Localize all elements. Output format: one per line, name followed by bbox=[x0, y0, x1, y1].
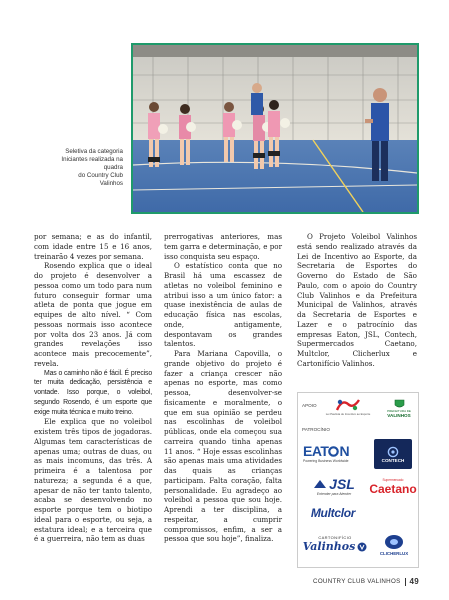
article-column-2 bbox=[164, 232, 282, 544]
apoio-label: APOIO bbox=[302, 403, 317, 408]
lei-incentivo-logo: Lei Paulista de Incentivo ao Esporte bbox=[325, 396, 371, 417]
photo-caption: Seletiva da categoria Iniciantes realizada na quadra do Country Club Valinhos bbox=[61, 148, 123, 187]
lei-incentivo-icon bbox=[334, 398, 362, 412]
contech-logo: CONTECH bbox=[374, 439, 412, 469]
caetano-logo: Supermercado Caetano bbox=[369, 478, 417, 496]
page-number: 49 bbox=[409, 577, 419, 586]
page-footer bbox=[313, 577, 419, 586]
cartonificio-valinhos-logo: CARTONIFÍCIO Valinhos bbox=[306, 525, 364, 563]
eaton-o-icon bbox=[328, 446, 339, 457]
patrocinio-label: PATROCÍNIO bbox=[302, 427, 330, 432]
jsl-wing-icon bbox=[313, 478, 327, 490]
paragraph: Mas o caminho não é fácil. É preciso ter muita dedicação, persistência e vontade. Isso porque, o voleibol, segundo Rosendo, é um esporte que exige muita técnica e muito treino. bbox=[34, 369, 152, 416]
paragraph: O estatístico conta que no Brasil há uma escassez de atletas no voleibol feminino e atribui isso a um único fator: a quase inexistência de aulas de educação física nas escolas, onde, antigamente, despontavam os grandes talentos. bbox=[164, 261, 282, 349]
eaton-logo: EAT N Powering Business Worldwide bbox=[303, 443, 350, 463]
footer-divider bbox=[405, 578, 406, 586]
volleyball-photo bbox=[131, 43, 419, 214]
crest-icon bbox=[394, 399, 405, 409]
paragraph: Ele explica que no voleibol existem três tipos de jogadoras. Algumas tem características de apenas uma; outras de duas, ou as mais incomuns, das três. A primeira é a talentosa por natureza; a segunda é a que, apesar de não ter tanto talento, acaba se desenvolvendo no esporte porque tem o biotipo ideal para o esporte, ou seja, a estatura ideal; e a terceira que é a guerreira, não tem as duas bbox=[34, 417, 152, 544]
paragraph: O Projeto Voleibol Valinhos está sendo realizado através da Lei de Incentivo ao Esporte, da Secretaria de Esportes do Governo do Estado de São Paulo, com o apoio do Country Club Valinhos e da Prefeitura Municipal de Valinhos, através da Secretaria de Esportes e Lazer e o patrocínio das empresas Eaton, JSL, Contech, Supermercados Caetano, Multclor, Clicherlux e Cartonifício Valinhos. bbox=[297, 232, 417, 368]
paragraph: por semana; e as do infantil, com idade entre 15 e 16 anos, treinarão 4 vezes por semana. bbox=[34, 232, 152, 261]
article-column-3 bbox=[297, 232, 417, 369]
gym-scene-illustration bbox=[133, 45, 417, 212]
clicherlux-mark-icon bbox=[383, 533, 405, 551]
paragraph: prerrogativas anteriores, mas tem garra e determinação, e por isso conquista seu espaço. bbox=[164, 232, 282, 261]
prefeitura-valinhos-logo: PREFEITURA DE VALINHOS bbox=[382, 397, 416, 419]
clicherlux-logo: CLICHERLUX bbox=[374, 525, 414, 563]
article-column-1 bbox=[34, 232, 152, 544]
paragraph: Para Mariana Capovilla, o grande objetivo do projeto é fazer a criança crescer não apenas no esporte, mas como pessoa, desenvolver-se fisicamente e moralmente, o que em sua opinião se perdeu nas escolinhas de voleibol públicas, onde ela começou sua carreira quando tinha apenas 11 anos. “ Hoje essas escolinhas são apenas mais uma atividades das quais as crianças participam. Falta coração, falta personalidade. Eu agradeço ao voleibol a pessoa que sou hoje. Aprendi a ter disciplina, a respeitar, a cumprir compromissos, enfim, a ser a pessoa que sou hoje”, finaliza. bbox=[164, 349, 282, 544]
multclor-logo: Multclor bbox=[310, 506, 356, 520]
contech-mark-icon bbox=[386, 446, 400, 458]
magazine-name: COUNTRY CLUB VALINHOS bbox=[313, 578, 401, 585]
jsl-logo: JSL Entender para Atender bbox=[303, 473, 365, 499]
v-badge-icon bbox=[357, 542, 367, 552]
sponsors-box bbox=[297, 392, 419, 568]
paragraph: Rosendo explica que o ideal do projeto é desenvolver a pessoa como um todo para num futuro conseguir formar uma atleta de ponta que jogue em equipes de alto nível. “ Com pessoas normais isso acontece por volta dos 23 anos. Já com grandes revelações isso acontece mais precocemente”, revela. bbox=[34, 261, 152, 368]
